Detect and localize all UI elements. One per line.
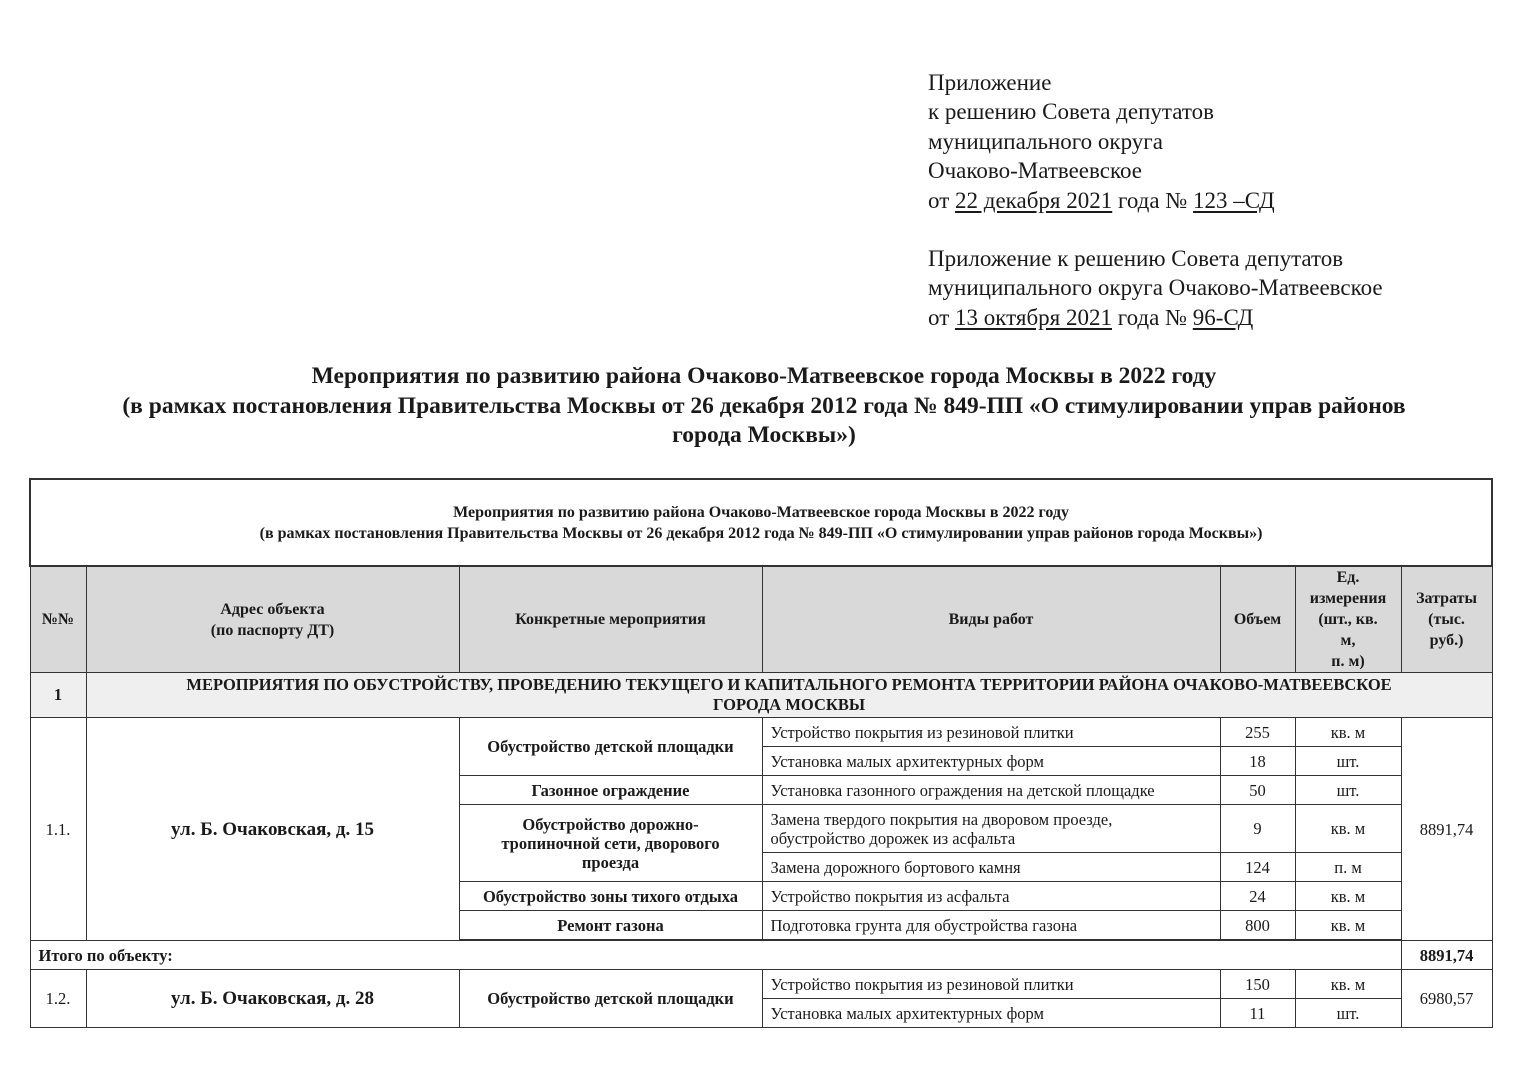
activity-cell: Обустройство зоны тихого отдыха — [459, 882, 762, 911]
section-num: 1 — [30, 673, 86, 718]
table-row — [30, 718, 1492, 747]
header-works: Виды работ — [762, 566, 1220, 673]
volume-cell: 255 — [1220, 718, 1295, 747]
unit-cell: кв. м — [1295, 911, 1401, 940]
table-title-line: (в рамках постановления Правительства Москвы от 26 декабря 2012 года № 849-ПП «О стимулировании управ районов города Москвы») — [259, 524, 1263, 542]
section-row — [30, 673, 1492, 718]
activity-line: тропиночной сети, дворового — [501, 833, 720, 853]
unit-cell: п. м — [1295, 853, 1401, 882]
header-unit-line: п. м) — [1331, 653, 1365, 670]
table-title-row — [30, 479, 1492, 566]
unit-cell: кв. м — [1295, 882, 1401, 911]
header-activity: Конкретные мероприятия — [459, 566, 762, 673]
header-volume: Объем — [1220, 566, 1295, 673]
header-cost-line: руб.) — [1429, 632, 1464, 649]
table-title — [30, 479, 1492, 566]
unit-cell: кв. м — [1295, 970, 1401, 999]
work-cell: Установка газонного ограждения на детской площадке — [762, 776, 1220, 805]
appendix-line: муниципального округа Очаково-Матвеевское — [928, 275, 1383, 301]
unit-cell: шт. — [1295, 999, 1401, 1028]
activity-cell: Обустройство детской площадки — [459, 718, 762, 776]
table-header-row — [30, 566, 1492, 673]
work-cell: Устройство покрытия из резиновой плитки — [762, 718, 1220, 747]
header-cost — [1401, 566, 1492, 673]
work-cell: Подготовка грунта для обустройства газона — [762, 911, 1220, 940]
appendix-line: муниципального округа — [928, 128, 1163, 154]
table-title-line: Мероприятия по развитию района Очаково-Матвеевское города Москвы в 2022 году — [453, 503, 1069, 521]
work-cell: Установка малых архитектурных форм — [762, 747, 1220, 776]
document-title-line: города Москвы») — [672, 422, 856, 448]
header-address — [86, 566, 459, 673]
header-unit-line: измерения — [1309, 590, 1387, 607]
header-cost-line: Затраты — [1416, 590, 1477, 607]
header-unit-line: (шт., кв. — [1318, 611, 1378, 628]
work-cell: Устройство покрытия из асфальта — [762, 882, 1220, 911]
activity-line: проезда — [581, 852, 640, 872]
header-unit — [1295, 566, 1401, 673]
work-cell: Замена дорожного бортового камня — [762, 853, 1220, 882]
work-cell — [762, 805, 1220, 853]
activity-cell — [459, 805, 762, 882]
section-title-line: МЕРОПРИЯТИЯ ПО ОБУСТРОЙСТВУ, ПРОВЕДЕНИЮ ТЕКУЩЕГО И КАПИТАЛЬНОГО РЕМОНТА ТЕРРИТОРИИ РАЙОНА ОЧАКОВО-МАТВЕЕВСКОЕ — [186, 675, 1392, 694]
volume-cell: 24 — [1220, 882, 1295, 911]
appendix-prefix: от — [928, 187, 950, 213]
header-cost-line: (тыс. — [1428, 611, 1465, 628]
object-num: 1.2. — [30, 970, 86, 1028]
volume-cell: 18 — [1220, 747, 1295, 776]
activity-cell: Газонное ограждение — [459, 776, 762, 805]
appendix-current — [928, 68, 1275, 215]
appendix-date-line — [928, 303, 1383, 332]
volume-cell: 50 — [1220, 776, 1295, 805]
object-address: ул. Б. Очаковская, д. 28 — [86, 970, 459, 1028]
work-cell: Установка малых архитектурных форм — [762, 999, 1220, 1028]
appendix-number: 96-СД — [1192, 304, 1254, 330]
unit-cell: шт. — [1295, 776, 1401, 805]
total-row — [30, 941, 1492, 970]
cost-cell: 8891,74 — [1401, 718, 1492, 941]
volume-cell: 11 — [1220, 999, 1295, 1028]
appendix-mid: года № — [1117, 187, 1188, 213]
header-address-line: (по паспорту ДТ) — [210, 621, 335, 639]
volume-cell: 800 — [1220, 911, 1295, 940]
unit-cell: шт. — [1295, 747, 1401, 776]
work-line: обустройство дорожек из асфальта — [770, 828, 1016, 848]
works-table — [29, 478, 1493, 1028]
appendix-line: к решению Совета депутатов — [928, 99, 1214, 125]
object-num: 1.1. — [30, 718, 86, 941]
appendix-date-line — [928, 186, 1275, 215]
header-unit-line: м, — [1340, 632, 1356, 649]
appendix-number: 123 –СД — [1193, 187, 1275, 213]
work-cell: Устройство покрытия из резиновой плитки — [762, 970, 1220, 999]
document-title — [40, 362, 1488, 451]
header-num: №№ — [30, 566, 86, 673]
work-line: Замена твердого покрытия на дворовом проезде, — [770, 809, 1113, 829]
cost-cell: 6980,57 — [1401, 970, 1492, 1028]
header-unit-line: Ед. — [1336, 569, 1360, 586]
total-label: Итого по объекту: — [30, 941, 1401, 970]
appendix-date: 13 октября 2021 — [955, 304, 1112, 330]
appendix-line: Приложение к решению Совета депутатов — [928, 246, 1344, 271]
appendix-previous — [928, 244, 1383, 332]
appendix-date: 22 декабря 2021 — [955, 187, 1113, 213]
volume-cell: 150 — [1220, 970, 1295, 999]
appendix-line: Очаково-Матвеевское — [928, 158, 1142, 184]
total-value: 8891,74 — [1401, 941, 1492, 970]
document-title-line: Мероприятия по развитию района Очаково-Матвеевское города Москвы в 2022 году — [311, 363, 1217, 389]
object-address: ул. Б. Очаковская, д. 15 — [86, 718, 459, 941]
appendix-mid: года № — [1117, 304, 1188, 330]
unit-cell: кв. м — [1295, 805, 1401, 853]
activity-cell: Обустройство детской площадки — [459, 970, 762, 1028]
appendix-line: Приложение — [928, 70, 1052, 95]
activity-line: Обустройство дорожно- — [522, 814, 699, 834]
table-row — [30, 970, 1492, 999]
volume-cell: 124 — [1220, 853, 1295, 882]
volume-cell: 9 — [1220, 805, 1295, 853]
appendix-prefix: от — [928, 304, 950, 330]
activity-cell: Ремонт газона — [459, 911, 762, 940]
header-address-line: Адрес объекта — [220, 600, 325, 618]
unit-cell: кв. м — [1295, 718, 1401, 747]
document-title-line: (в рамках постановления Правительства Москвы от 26 декабря 2012 года № 849-ПП «О стимулировании управ районов — [122, 392, 1406, 419]
section-title-line: ГОРОДА МОСКВЫ — [713, 695, 866, 714]
section-title — [86, 673, 1492, 718]
